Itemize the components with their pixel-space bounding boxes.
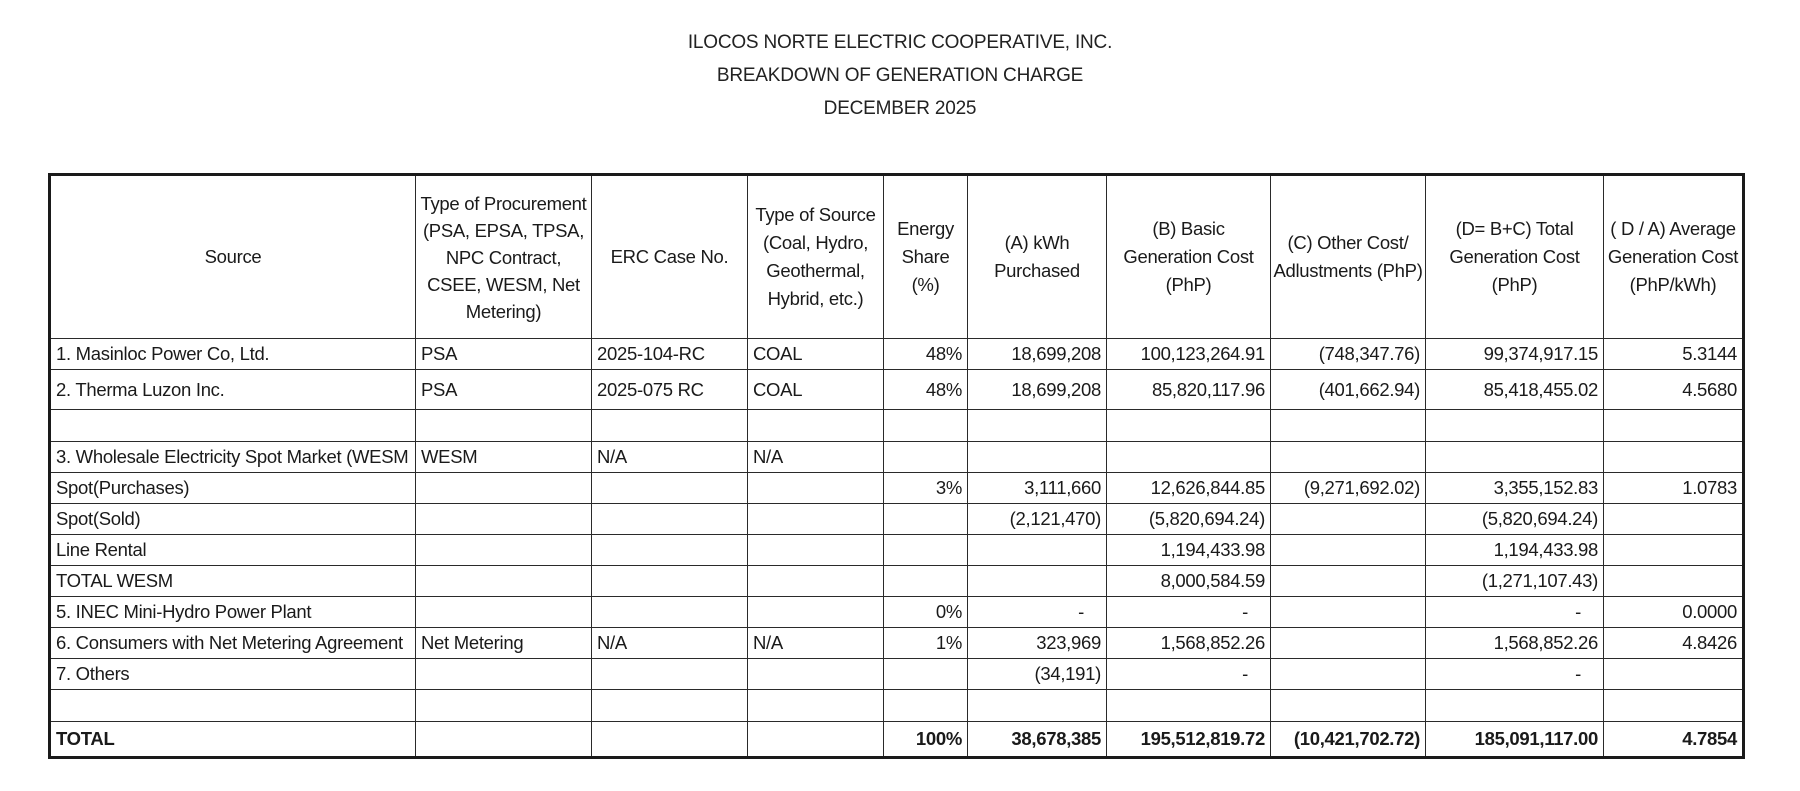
cell-source: 5. INEC Mini-Hydro Power Plant [50,597,416,628]
table-header-row [50,175,1744,339]
cell-type [748,722,884,758]
cell-other: (401,662.94) [1271,370,1426,410]
cell-total [1426,410,1604,442]
cell-other [1271,442,1426,473]
cell-source: 7. Others [50,659,416,690]
cell-basic [1107,410,1271,442]
total-label: TOTAL [50,722,416,758]
cell-type [748,535,884,566]
col-header-source-type: Type of Source (Coal, Hydro, Geothermal, Hybrid, etc.) [748,175,884,339]
cell-kwh [968,410,1107,442]
cell-avg [1604,442,1744,473]
cell-source: 1. Masinloc Power Co, Ltd. [50,339,416,370]
table-row [50,597,1744,628]
cell-kwh [968,690,1107,722]
cell-kwh: (34,191) [968,659,1107,690]
total-kwh: 38,678,385 [968,722,1107,758]
cell-procurement: WESM [416,442,592,473]
col-header-other-cost: (C) Other Cost/ Adlustments (PhP) [1271,175,1426,339]
report-period: DECEMBER 2025 [823,98,977,119]
cell-erc: N/A [592,628,748,659]
cell-type: N/A [748,442,884,473]
cell-erc [592,566,748,597]
cell-type [748,504,884,535]
cell-share [884,504,968,535]
total-avg: 4.7854 [1604,722,1744,758]
cell-total: 3,355,152.83 [1426,473,1604,504]
cell-procurement [416,535,592,566]
cell-type [748,690,884,722]
cell-erc [592,535,748,566]
total-row [50,722,1744,758]
cell-source: Spot(Purchases) [50,473,416,504]
cell-source: 6. Consumers with Net Metering Agreement [50,628,416,659]
cell-total: (5,820,694.24) [1426,504,1604,535]
cell-avg: 0.0000 [1604,597,1744,628]
table-row [50,566,1744,597]
cell-basic: 8,000,584.59 [1107,566,1271,597]
cell-basic: 85,820,117.96 [1107,370,1271,410]
cell-total: 85,418,455.02 [1426,370,1604,410]
cell-kwh [968,566,1107,597]
total-other: (10,421,702.72) [1271,722,1426,758]
cell-share: 48% [884,370,968,410]
cell-avg: 4.5680 [1604,370,1744,410]
cell-procurement [416,410,592,442]
col-header-kwh: (A) kWh Purchased [968,175,1107,339]
cell-kwh [968,535,1107,566]
cell-basic: 12,626,844.85 [1107,473,1271,504]
cell-basic [1107,690,1271,722]
cell-other [1271,628,1426,659]
cell-other [1271,410,1426,442]
table-row [50,442,1744,473]
table-row [50,535,1744,566]
cell-other [1271,597,1426,628]
cell-avg [1604,504,1744,535]
cell-type [748,566,884,597]
cell-erc [592,473,748,504]
cell-erc: N/A [592,442,748,473]
table-row [50,473,1744,504]
cell-share [884,566,968,597]
cell-avg [1604,690,1744,722]
cell-total [1426,442,1604,473]
cell-source: Line Rental [50,535,416,566]
cell-share [884,690,968,722]
cell-share: 1% [884,628,968,659]
table-row [50,410,1744,442]
col-header-total-cost: (D= B+C) Total Generation Cost (PhP) [1426,175,1604,339]
cell-erc [592,597,748,628]
cell-avg [1604,566,1744,597]
cell-source [50,410,416,442]
cell-kwh: 18,699,208 [968,370,1107,410]
cell-basic: 1,568,852.26 [1107,628,1271,659]
col-header-avg-cost: ( D / A) Average Generation Cost (PhP/kWh) [1604,175,1744,339]
cell-other [1271,690,1426,722]
total-basic: 195,512,819.72 [1107,722,1271,758]
cell-avg: 1.0783 [1604,473,1744,504]
document-header [0,26,1800,125]
cell-erc [592,659,748,690]
cell-avg [1604,410,1744,442]
cell-basic: 100,123,264.91 [1107,339,1271,370]
cell-share: 48% [884,339,968,370]
cell-source: 2. Therma Luzon Inc. [50,370,416,410]
cell-total: 1,568,852.26 [1426,628,1604,659]
cell-total: - [1426,659,1604,690]
cell-total [1426,690,1604,722]
cell-procurement [416,473,592,504]
col-header-procurement: Type of Procurement (PSA, EPSA, TPSA, NPC Contract, CSEE, WESM, Net Metering) [416,175,592,339]
cell-procurement: Net Metering [416,628,592,659]
cell-erc: 2025-075 RC [592,370,748,410]
cell-procurement [416,659,592,690]
cell-share [884,659,968,690]
cell-procurement [416,722,592,758]
table-row [50,504,1744,535]
cell-other [1271,504,1426,535]
col-header-erc-case: ERC Case No. [592,175,748,339]
col-header-energy-share: Energy Share (%) [884,175,968,339]
table-row [50,628,1744,659]
cell-erc [592,504,748,535]
cell-basic: - [1107,659,1271,690]
company-name: ILOCOS NORTE ELECTRIC COOPERATIVE, INC. [687,32,1113,53]
cell-source: 3. Wholesale Electricity Spot Market (WESM [50,442,416,473]
cell-procurement: PSA [416,339,592,370]
cell-share [884,442,968,473]
cell-other: (9,271,692.02) [1271,473,1426,504]
cell-other: (748,347.76) [1271,339,1426,370]
cell-kwh: - [968,597,1107,628]
cell-procurement [416,504,592,535]
cell-kwh: (2,121,470) [968,504,1107,535]
table-row [50,659,1744,690]
cell-share [884,410,968,442]
cell-basic: 1,194,433.98 [1107,535,1271,566]
cell-type: COAL [748,370,884,410]
cell-avg [1604,535,1744,566]
table-row [50,370,1744,410]
cell-other [1271,659,1426,690]
cell-basic [1107,442,1271,473]
total-share: 100% [884,722,968,758]
cell-avg: 5.3144 [1604,339,1744,370]
cell-basic: - [1107,597,1271,628]
cell-procurement [416,566,592,597]
cell-type [748,659,884,690]
cell-type [748,410,884,442]
cell-avg [1604,659,1744,690]
table-row [50,339,1744,370]
cell-kwh [968,442,1107,473]
cell-procurement [416,690,592,722]
col-header-basic-cost: (B) Basic Generation Cost (PhP) [1107,175,1271,339]
cell-source: Spot(Sold) [50,504,416,535]
cell-other [1271,566,1426,597]
cell-share: 3% [884,473,968,504]
cell-source [50,690,416,722]
cell-share [884,535,968,566]
col-header-source: Source [50,175,416,339]
cell-procurement: PSA [416,370,592,410]
cell-avg: 4.8426 [1604,628,1744,659]
cell-type: COAL [748,339,884,370]
cell-total: - [1426,597,1604,628]
cell-other [1271,535,1426,566]
cell-procurement [416,597,592,628]
cell-share: 0% [884,597,968,628]
cell-kwh: 323,969 [968,628,1107,659]
cell-erc: 2025-104-RC [592,339,748,370]
table-row [50,690,1744,722]
cell-erc [592,722,748,758]
cell-type: N/A [748,628,884,659]
report-title: BREAKDOWN OF GENERATION CHARGE [716,65,1084,86]
cell-kwh: 3,111,660 [968,473,1107,504]
cell-type [748,473,884,504]
cell-kwh: 18,699,208 [968,339,1107,370]
cell-source: TOTAL WESM [50,566,416,597]
cell-total: (1,271,107.43) [1426,566,1604,597]
total-total: 185,091,117.00 [1426,722,1604,758]
cell-type [748,597,884,628]
cell-erc [592,690,748,722]
cell-total: 1,194,433.98 [1426,535,1604,566]
cell-basic: (5,820,694.24) [1107,504,1271,535]
generation-charge-table [48,173,1745,759]
cell-total: 99,374,917.15 [1426,339,1604,370]
cell-erc [592,410,748,442]
